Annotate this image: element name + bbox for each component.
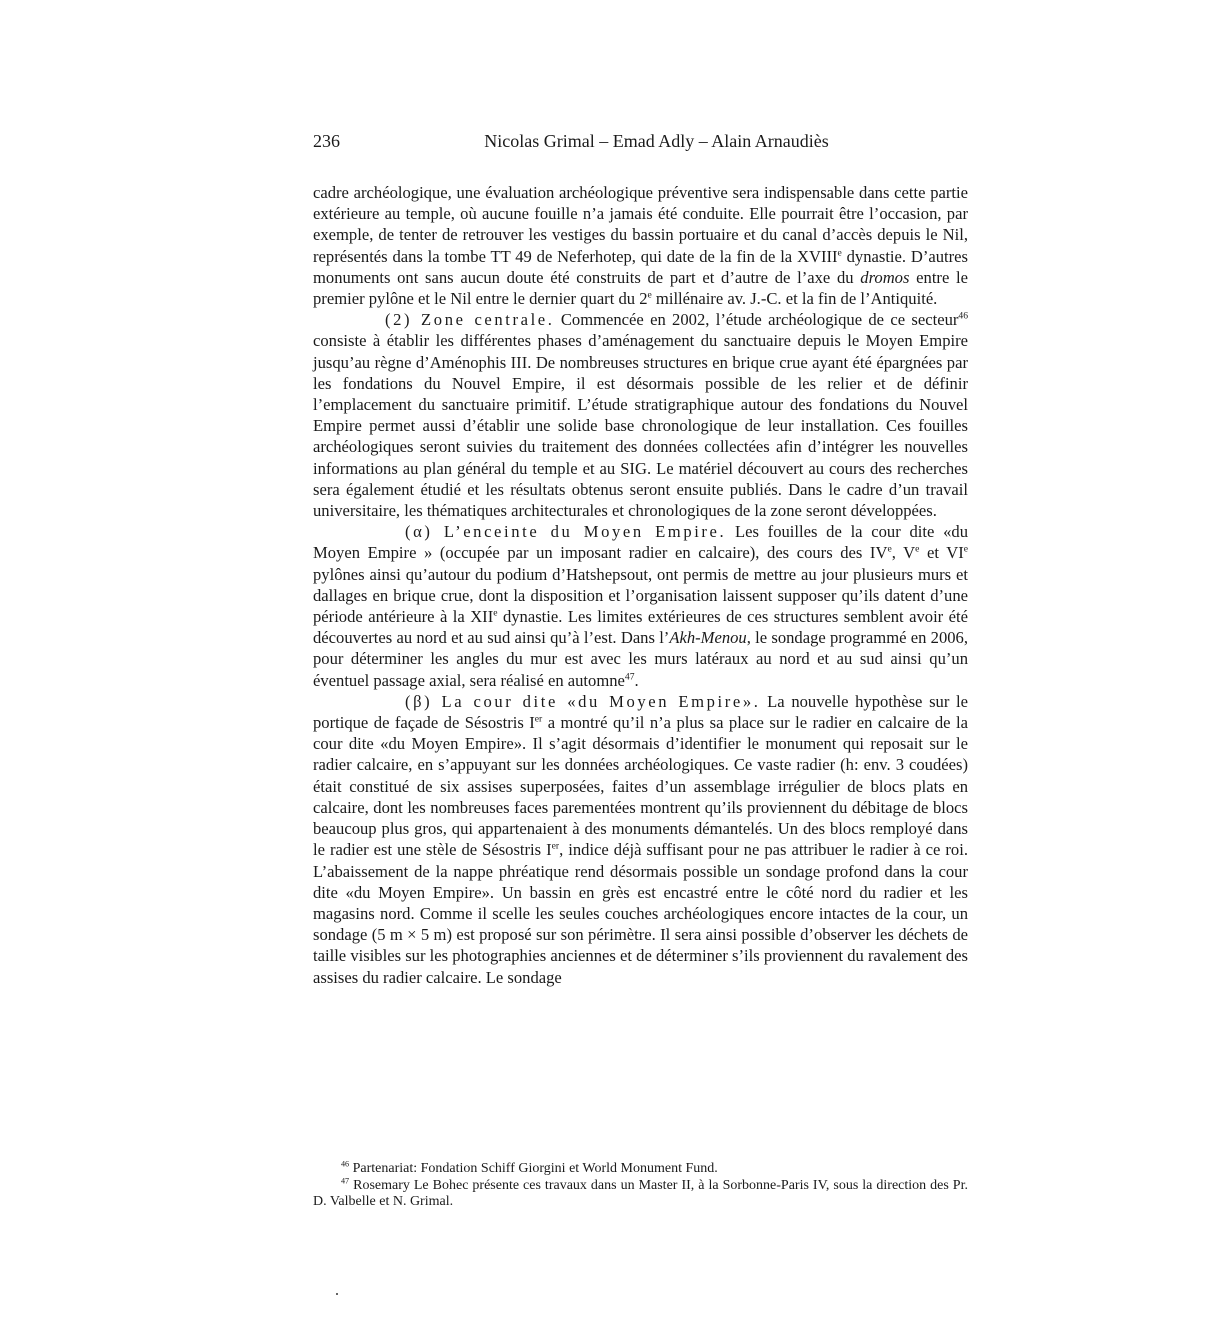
italic-term: dromos <box>860 267 910 287</box>
section-heading: (α) L’enceinte du Moyen Empire. <box>405 522 727 542</box>
paragraph-cour: (β) La cour dite «du Moyen Empire». La nouvelle hypothèse sur le portique de façade de Sésostris Ier a montré qu’il n’a plus sa place sur le radier en calcaire de la cour dite «du Moyen Empire». Il s’agit désormais d’identifier le monument qui reposait sur le radier calcaire, en s’appuyant sur les données archéologiques. Ce vaste radier (h: env. 3 coudées) était constitué de six assises superposées, faites d’un assemblage irrégulier de blocs plats en calcaire, dont les nombreuses faces parementées montrent qu’ils proviennent du débitage de blocs beaucoup plus gros, qui appartenaient à des monuments démantelés. Un des blocs remployé dans le radier est une stèle de Sésostris Ier, indice déjà suffisant pour ne pas attribuer le radier à ce roi. L’abaissement de la nappe phréatique rend désormais possible un sondage profond dans la cour dite «du Moyen Empire». Un bassin en grès est encastré entre le côté nord du radier et les magasins nord. Comme il scelle les seules couches archéologiques encore intactes de la cour, un sondage (5 m × 5 m) est proposé sur son périmètre. Il sera ainsi possible d’observer les déchets de taille visibles sur les photographies anciennes et de déterminer s’ils proviennent du ravalement des assises du radier calcaire. Le sondage <box>313 691 968 987</box>
paragraph-zone-centrale: (2) Zone centrale. Commencée en 2002, l’étude archéologique de ce secteur$^{46}$ consiste à établir les différentes phases d’aménagement du sanctuaire depuis le Moyen Empire jusqu’au règne d’Aménophis III. De nombreuses structures en brique crue ayant été épargnées par les fondations du Nouvel Empire, il est désormais possible de les relier et de définir l’emplacement du sanctuaire primitif. L’étude stratigraphique autour des fondations du Nouvel Empire permet aussi d’établir une solide base chronologique de leur installation. Ces fouilles archéologiques seront suivies du traitement des données collectées afin d’intégrer les nouvelles informations au plan général du temple et au SIG. Le matériel découvert au cours des recherches sera également étudié et les résultats obtenus seront ensuite publiés. Dans le cadre d’un travail universitaire, les thématiques architecturales et chronologiques de la zone seront développées. <box>313 310 968 521</box>
footnote-47: $^{47}$ Rosemary Le Bohec présente ces travaux dans un Master II, à la Sorbonne-Paris IV, sous la direction des Pr. D. Valbelle et N. Grimal. <box>313 1175 968 1209</box>
paragraph-1: cadre archéologique, une évaluation archéologique préventive sera indispensable dans cette partie extérieure au temple, où aucune fouille n’a jamais été conduite. Elle pourrait être l’occasion, par exemple, de tenter de retrouver les vestiges du bassin portuaire et du canal d’accès depuis le Nil, représentés dans la tombe TT 49 de Neferhotep, qui date de la fin de la XVIIIe dynastie. D’autres monuments ont sans aucun doute été construits de part et d’autre de l’axe du dromos entre le premier pylône et le Nil entre le dernier quart du 2e millénaire av. J.-C. et la fin de l’Antiquité. <box>313 183 969 309</box>
page-header <box>313 129 968 153</box>
section-heading: (β) La cour dite «du Moyen Empire». <box>405 691 761 711</box>
footnote-46: $^{46}$ Partenariat: Fondation Schiff Giorgini et World Monument Fund. <box>341 1159 718 1176</box>
footnote-ref-46: 46 <box>958 310 968 322</box>
running-head: Nicolas Grimal – Emad Adly – Alain Arnaudiès <box>484 131 829 151</box>
body-text <box>313 182 968 988</box>
paragraph-enceinte: (α) L’enceinte du Moyen Empire. Les fouilles de la cour dite «du Moyen Empire » (occupée par un imposant radier en calcaire), des cours des IVe, Ve et VIe pylônes ainsi qu’autour du podium d’Hatshepsout, ont permis de mettre au jour plusieurs murs et dallages en brique crue, dont la disposition et l’organisation laissent supposer qu’ils datent d’une période antérieure à la XIIe dynastie. Les limites extérieures de ces structures semblent avoir été découvertes au nord et au sud ainsi qu’à l’est. Dans l’Akh-Menou, le sondage programmé en 2006, pour déterminer les angles du mur est avec les murs latéraux au nord et au sud ainsi qu’un éventuel passage axial, sera réalisé en automne$^{47}$. <box>313 522 969 690</box>
footnotes <box>313 1161 968 1211</box>
footnote-ref-47: 47 <box>624 671 635 683</box>
scan-speck <box>336 1293 338 1295</box>
page-number: 236 <box>313 131 340 151</box>
italic-term: Akh-Menou <box>669 628 747 648</box>
section-heading: (2) Zone centrale. <box>385 310 555 330</box>
